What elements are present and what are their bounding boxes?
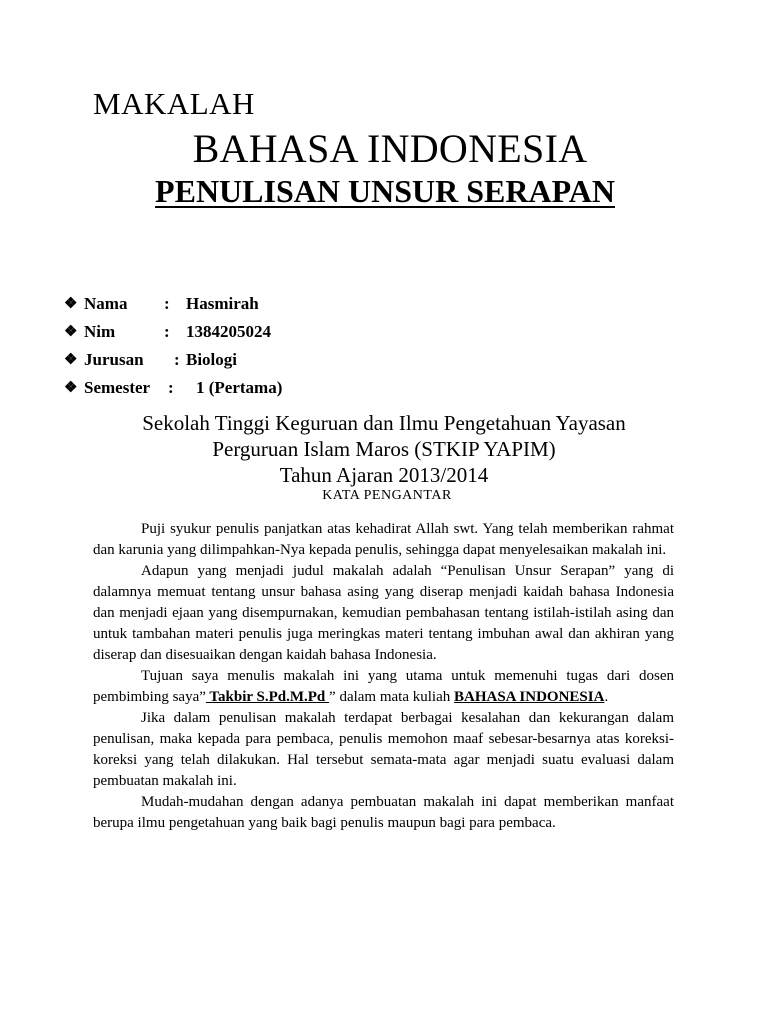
identity-value: Hasmirah [186,294,259,313]
identity-value: 1 (Pertama) [196,378,283,397]
institution-line: Perguruan Islam Maros (STKIP YAPIM) [212,437,556,461]
paragraph: Puji syukur penulis panjatkan atas kehadirat Allah swt. Yang telah memberikan rahmat dan karunia yang dilimpahkan-Nya kepada penulis, sehingga dapat menyelesaikan makalah ini. [93,521,674,558]
identity-value: Biologi [186,350,238,369]
identity-colon: : [168,378,174,397]
identity-label: Nama [84,294,128,313]
title-subject: BAHASA INDONESIA [192,126,588,171]
quote-mark: ” [329,689,336,705]
identity-colon: : [164,322,170,341]
diamond-bullet-icon: ❖ [64,296,78,312]
identity-colon: : [174,350,180,369]
paragraph: Mudah-mudahan dengan adanya pembuatan makalah ini dapat memberikan manfaat berupa ilmu pengetahuan yang baik bagi penulis maupun bagi para pembaca. [93,794,674,831]
diamond-bullet-icon: ❖ [64,352,78,368]
title-topic: PENULISAN UNSUR SERAPAN [155,173,615,209]
kata-pengantar-body [93,519,674,834]
identity-label: Semester [84,378,151,397]
quote-mark: ” [199,689,206,705]
paragraph-text: Tujuan saya menulis makalah ini yang utama untuk memenuhi tugas dari dosen pembimbing saya [93,668,674,705]
paragraph [93,666,674,708]
institution-block [0,410,768,488]
identity-label: Jurusan [84,350,144,369]
paragraph: Adapun yang menjadi judul makalah adalah “Penulisan Unsur Serapan” yang di dalamnya memuat tentang unsur bahasa asing yang diserap menjadi kaidah bahasa Indonesia dan menjadi ejaan yang disempurnakan, kemudian pembahasan tentang istilah-istilah asing dan untuk tambahan materi penulis juga meringkas materi tentang imbuhan awal dan akhiran yang diserap dan disesuaikan dengan kaidah bahasa Indonesia. [93,563,674,663]
lecturer-name: Takbir S.Pd.M.Pd [205,689,330,705]
identity-colon: : [164,294,170,313]
academic-year: Tahun Ajaran 2013/2014 [279,463,489,487]
paragraph-text: dalam mata kuliah [335,689,454,705]
identity-value: 1384205024 [186,322,271,341]
paragraph-text: . [604,689,609,705]
paragraph: Jika dalam penulisan makalah terdapat berbagai kesalahan dan kekurangan dalam penulisan, maka kepada para pembaca, penulis memohon maaf sebesar-besarnya atas koreksi-koreksi yang telah dilakukan. Hal tersebut semata-mata agar menjadi suatu evaluasi dalam pembuatan makalah ini. [93,710,674,789]
institution-line: Sekolah Tinggi Keguruan dan Ilmu Pengetahuan Yayasan [142,411,626,435]
title-makalah: MAKALAH [93,86,255,121]
identity-label: Nim [84,322,116,341]
diamond-bullet-icon: ❖ [64,380,78,396]
kata-pengantar-heading: KATA PENGANTAR [322,488,452,503]
course-name: BAHASA INDONESIA [453,689,605,705]
diamond-bullet-icon: ❖ [64,324,78,340]
